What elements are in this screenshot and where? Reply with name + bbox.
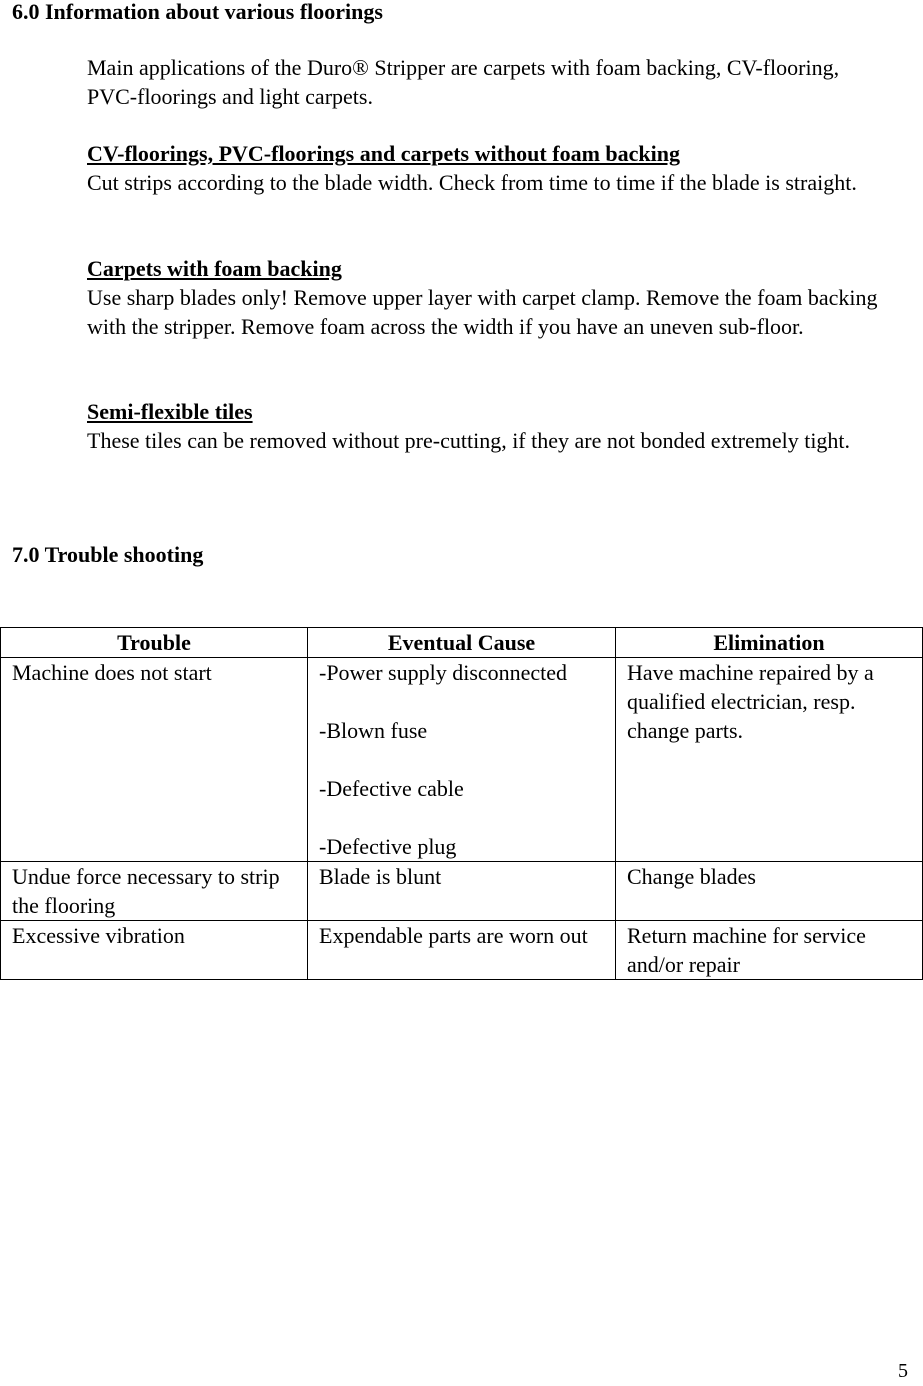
cell-trouble: Undue force necessary to strip the flooring (1, 862, 308, 921)
section-6-title: 6.0 Information about various floorings (12, 0, 383, 24)
subsection-heading-cv-floorings: CV-floorings, PVC-floorings and carpets without foam backing (87, 141, 680, 166)
section-7-title: 7.0 Trouble shooting (12, 542, 204, 567)
table-row (1, 658, 923, 862)
cause-item: Expendable parts are worn out (319, 923, 588, 948)
cell-elimination: Have machine repaired by a qualified electrician, resp. change parts. (616, 658, 923, 862)
cause-item: -Defective cable (319, 776, 464, 801)
subsection-heading-foam-backing: Carpets with foam backing (87, 256, 342, 281)
intro-text: Main applications of the Duro® Stripper are carpets with foam backing, CV-flooring, PVC-floorings and light carpets. (87, 55, 840, 109)
cell-elimination: Return machine for service and/or repair (616, 921, 923, 980)
cell-causes (308, 921, 616, 980)
header-eventual-cause: Eventual Cause (308, 628, 616, 658)
cell-causes (308, 862, 616, 921)
cause-item: Blade is blunt (319, 864, 442, 889)
header-elimination: Elimination (616, 628, 923, 658)
page-number: 5 (898, 1360, 908, 1382)
cause-item: -Blown fuse (319, 718, 428, 743)
cell-trouble: Machine does not start (1, 658, 308, 862)
cell-elimination: Change blades (616, 862, 923, 921)
subsection-heading-semi-flexible-tiles: Semi-flexible tiles (87, 399, 253, 424)
cause-item: -Power supply disconnected (319, 660, 568, 685)
table-row (1, 862, 923, 921)
subsection-body-semi-flexible-tiles: These tiles can be removed without pre-cutting, if they are not bonded extremely tight. (87, 428, 851, 453)
subsection-body-foam-backing: Use sharp blades only! Remove upper layer with carpet clamp. Remove the foam backing with the stripper. Remove foam across the width if you have an uneven sub-floor. (87, 285, 878, 339)
cell-causes (308, 658, 616, 862)
table-row (1, 921, 923, 980)
trouble-shooting-table (0, 627, 923, 980)
subsection-body-cv-floorings: Cut strips according to the blade width. Check from time to time if the blade is straight. (87, 170, 857, 195)
cause-item: -Defective plug (319, 834, 457, 859)
table-header-row (1, 628, 923, 658)
cell-trouble: Excessive vibration (1, 921, 308, 980)
intro-paragraph (87, 53, 887, 111)
header-trouble: Trouble (1, 628, 308, 658)
